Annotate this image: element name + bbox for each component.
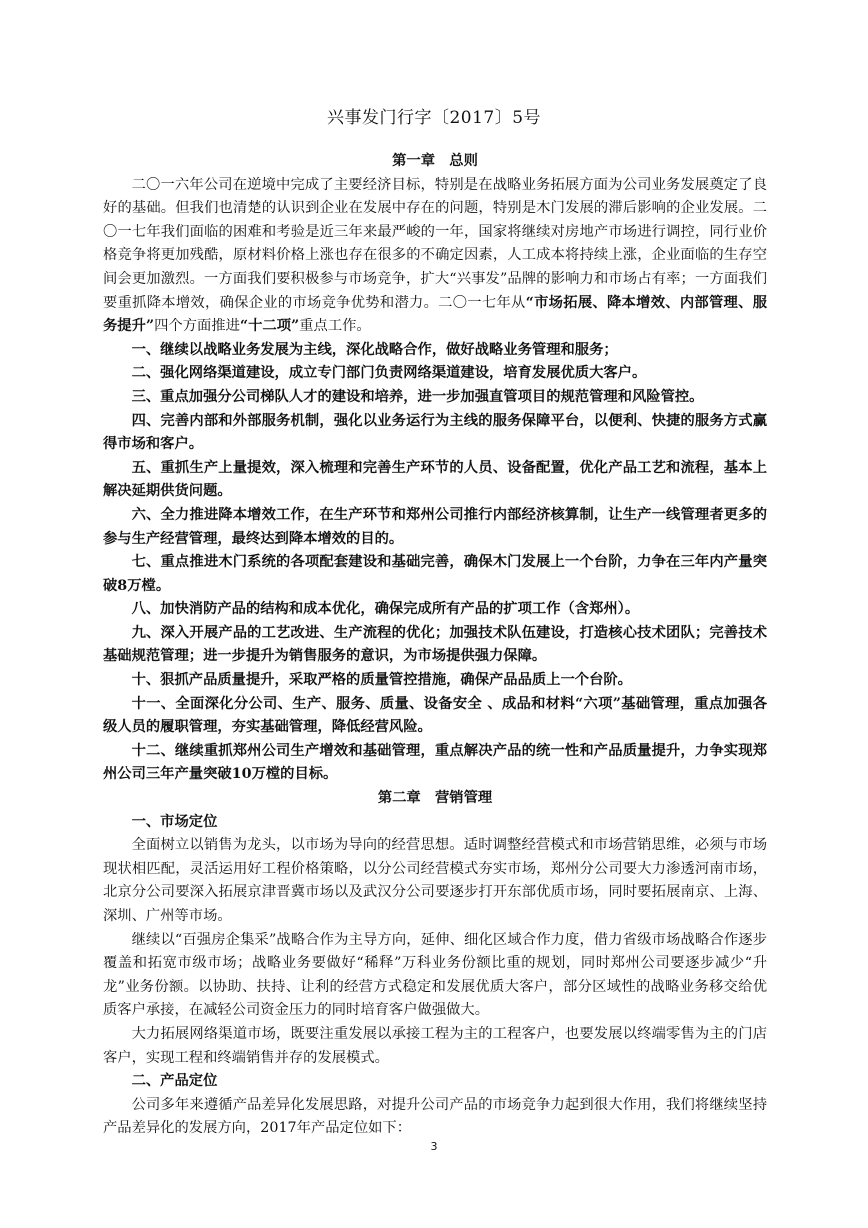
intro-text-c: 四个方面推进: [154, 318, 240, 335]
key-task-1: 一、继续以战略业务发展为主线，深化战略合作，做好战略业务管理和服务；: [131, 341, 618, 358]
key-task-12: 十二、继续重抓郑州公司生产增效和基础管理，重点解决产品的统一性和产品质量提升，力争实现郑州公司三年产量突破10万樘的目标。: [103, 742, 767, 783]
market-positioning-paragraph-3: 大力拓展网络渠道市场，既要注重发展以承接工程为主的工程客户，也要发展以终端零售为主的门店客户，实现工程和终端销售并存的发展模式。: [103, 1025, 767, 1066]
intro-text-e: 重点工作。: [299, 318, 371, 335]
key-task-4: 四、完善内部和外部服务机制，强化以业务运行为主线的服务保障平台，以便利、快捷的服务方式赢得市场和客户。: [103, 412, 767, 453]
page-number: 3: [430, 1140, 438, 1153]
intro-text-d: “十二项”: [239, 318, 300, 335]
section-product-positioning-title: 二、产品定位: [131, 1073, 218, 1090]
key-task-10: 十、狠抓产品质量提升，采取严格的质量管控措施，确保产品品质上一个台阶。: [131, 672, 632, 689]
key-task-3: 三、重点加强分公司梯队人才的建设和培养，进一步加强直管项目的规范管理和风险管控。: [131, 388, 704, 405]
chapter-1-title: 第一章 总则: [392, 153, 478, 169]
product-positioning-paragraph-1: 公司多年来遵循产品差异化发展思路，对提升公司产品的市场竞争力起到很大作用，我们将继续坚持产品差异化的发展方向，2017年产品定位如下：: [103, 1096, 767, 1137]
intro-text-a: 二〇一六年公司在逆境中完成了主要经济目标，特别是在战略业务拓展方面为公司业务发展奠定了良好的基础。但我们也清楚的认识到企业在发展中存在的问题，特别是木门发展的滞后影响的企业发展。二〇一七年我们面临的困难和考验是近三年来最严峻的一年，国家将继续对房地产市场进行调控，同行业价格竞争将更加残酷，原材料价格上涨也存在很多的不确定因素，人工成本将持续上涨，企业面临的生存空间会更加激烈。一方面我们要积极参与市场竞争，扩大“兴事发”品牌的影响力和市场占有率；一方面我们要重抓降本增效，确保企业的市场竞争优势和潜力。二〇一七年从: [103, 176, 767, 311]
market-positioning-paragraph-2: 继续以“百强房企集采”战略合作为主导方向，延伸、细化区域合作力度，借力省级市场战略合作逐步覆盖和拓宽市级市场；战略业务要做好“稀释”万科业务份额比重的规划，同时郑州公司要逐步减少“升龙”业务份额。以协助、扶持、让利的经营方式稳定和发展优质大客户，部分区域性的战略业务移交给优质客户承接，在减轻公司资金压力的同时培育客户做强做大。: [103, 931, 767, 1019]
key-task-6: 六、全力推进降本增效工作，在生产环节和郑州公司推行内部经济核算制，让生产一线管理者更多的参与生产经营管理，最终达到降本增效的目的。: [103, 506, 767, 547]
section-market-positioning-title: 一、市场定位: [131, 813, 218, 830]
chapter-2-title: 第二章 营销管理: [377, 790, 493, 807]
key-task-9: 九、深入开展产品的工艺改进、生产流程的优化；加强技术队伍建设，打造核心技术团队；完善技术基础规范管理；进一步提升为销售服务的意识，为市场提供强力保障。: [103, 624, 767, 665]
market-positioning-paragraph-1: 全面树立以销售为龙头，以市场为导向的经营思想。适时调整经营模式和市场营销思维，必须与市场现状相匹配，灵活运用好工程价格策略，以分公司经营模式夯实市场，郑州分公司要大力渗透河南市场，北京分公司要深入拓展京津晋冀市场以及武汉分公司要逐步打开东部优质市场，同时要拓展南京、上海、深圳、广州等市场。: [103, 837, 767, 924]
intro-text-b: “市场拓展、降本增效、内部管理、服务提升”: [103, 294, 767, 335]
document-body: [103, 150, 767, 1141]
document-number: 兴事发门行字〔2017〕5号: [326, 108, 542, 128]
chapter-1-intro: [103, 174, 767, 339]
key-task-5: 五、重抓生产上量提效，深入梳理和完善生产环节的人员、设备配置，优化产品工艺和流程，基本上解决延期供货问题。: [103, 459, 767, 500]
key-task-2: 二、强化网络渠道建设，成立专门部门负责网络渠道建设，培育发展优质大客户。: [131, 365, 647, 382]
key-task-11: 十一、全面深化分公司、生产、服务、质量、设备安全 、成品和材料“六项”基础管理，重点加强各级人员的履职管理，夯实基础管理，降低经营风险。: [103, 695, 767, 736]
key-task-8: 八、加快消防产品的结构和成本优化，确保完成所有产品的扩项工作（含郑州）。: [131, 601, 640, 618]
key-task-7: 七、重点推进木门系统的各项配套建设和基础完善，确保木门发展上一个台阶，力争在三年内产量突破8万樘。: [103, 554, 767, 594]
